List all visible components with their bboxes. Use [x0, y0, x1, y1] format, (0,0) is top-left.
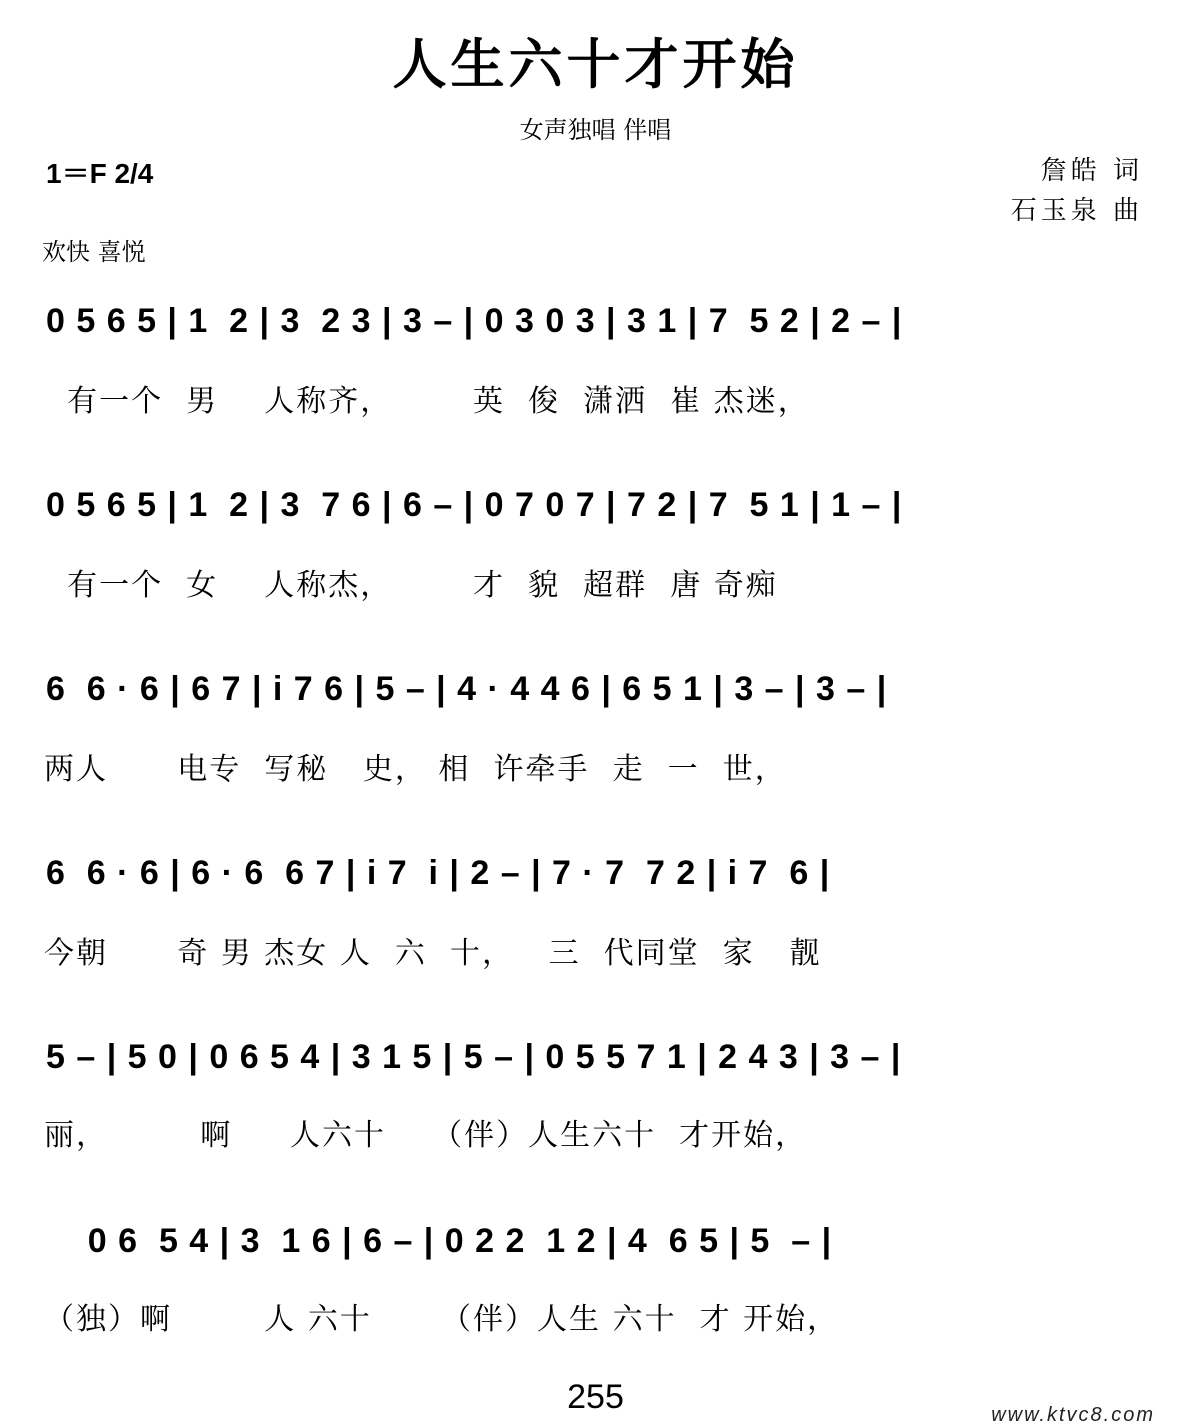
lyrics-row-5: 丽， 啊 人六十 （伴）人生六十 才开始，: [44, 1118, 808, 1153]
lyrics-row-3: 两人 电专 写秘 史， 相 许牵手 走 一 世，: [44, 752, 787, 787]
tempo-marking: 欢快 喜悦: [42, 238, 146, 266]
notation-row-6: 0 6 5 4 | 3 1 6 | 6 – | 0 2 2 1 2 | 4 6 5 | 5 – |: [46, 1222, 833, 1260]
lyricist-credit: 詹皓 词: [1040, 156, 1143, 186]
notation-row-2: 0 5 6 5 | 1 2 | 3 7 6 | 6 – | 0 7 0 7 | 7 2 | 7 5 1 | 1 – |: [46, 486, 903, 524]
notation-row-5: 5 – | 5 0 | 0 6 5 4 | 3 1 5 | 5 – | 0 5 5 7 1 | 2 4 3 | 3 – |: [46, 1038, 902, 1076]
composer-credit: 石玉泉 曲: [1010, 196, 1143, 226]
song-title: 人生六十才开始: [392, 32, 799, 96]
lyrics-row-6: （独）啊 人 六十 （伴）人生 六十 才 开始，: [44, 1302, 840, 1337]
key-signature: 1＝F 2/4: [46, 158, 154, 189]
lyrics-row-2: 有一个 女 人称杰， 才 貌 超群 唐 奇痴: [44, 568, 778, 603]
song-subtitle: 女声独唱 伴唱: [519, 116, 672, 144]
lyrics-row-4: 今朝 奇 男 杰女 人 六 十， 三 代同堂 家 靓: [44, 936, 822, 971]
lyrics-row-1: 有一个 男 人称齐， 英 俊 潇洒 崔 杰迷，: [44, 384, 810, 419]
page-number: 255: [567, 1378, 624, 1416]
watermark: www.ktvc8.com: [991, 1404, 1155, 1426]
notation-row-3: 6 6 · 6 | 6 7 | i 7 6 | 5 – | 4 · 4 4 6 | 6 5 1 | 3 – | 3 – |: [46, 670, 888, 708]
notation-row-1: 0 5 6 5 | 1 2 | 3 2 3 | 3 – | 0 3 0 3 | 3 1 | 7 5 2 | 2 – |: [46, 302, 903, 340]
notation-row-4: 6 6 · 6 | 6 · 6 6 7 | i 7 i | 2 – | 7 · 7 7 2 | i 7 6 |: [46, 854, 831, 892]
